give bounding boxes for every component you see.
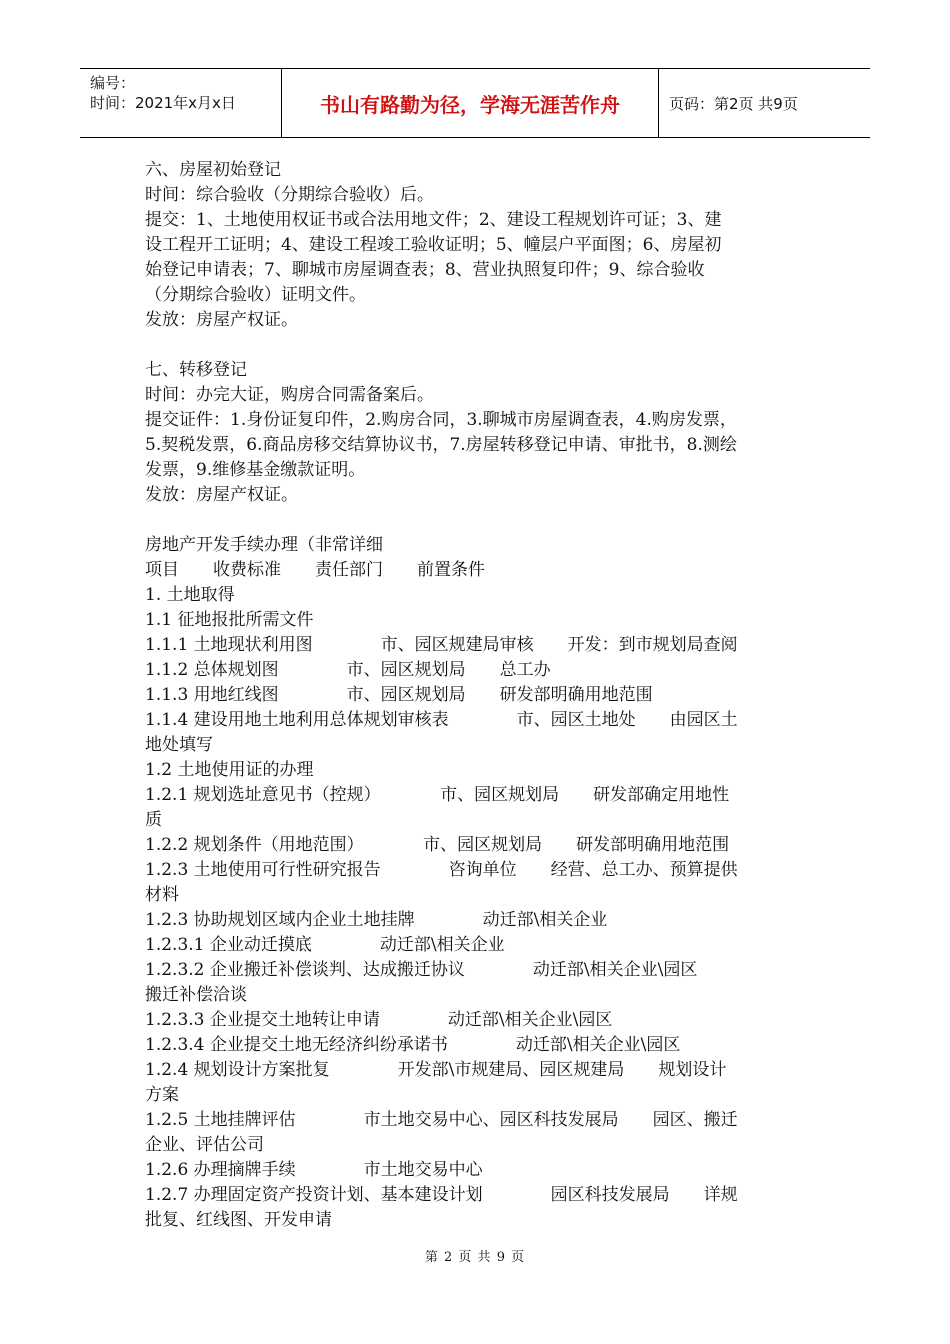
blank-line	[145, 508, 810, 533]
body-line: 1.2.4 规划设计方案批复 开发部\市规建局、园区规建局 规划设计	[145, 1060, 727, 1080]
header-page-info: 页码：第2页 共9页	[669, 94, 798, 113]
body-line: 批复、红线图、开发申请	[145, 1210, 332, 1230]
body-line: 1.1.2 总体规划图 市、园区规划局 总工办	[145, 660, 551, 680]
blank-line	[145, 333, 810, 358]
body-line: 房地产开发手续办理（非常详细	[145, 535, 383, 555]
body-line: 1.2.3.2 企业搬迁补偿谈判、达成搬迁协议 动迁部\相关企业\园区	[145, 960, 698, 980]
document-body	[145, 158, 810, 1233]
body-line: 发放：房屋产权证。	[145, 485, 298, 505]
body-line: 方案	[145, 1085, 179, 1105]
document-date: 时间：2021年x月x日	[90, 94, 236, 112]
body-line: （分期综合验收）证明文件。	[145, 285, 366, 305]
body-line: 1. 土地取得	[145, 585, 235, 605]
body-line: 时间：综合验收（分期综合验收）后。	[145, 185, 434, 205]
body-line: 1.2.1 规划选址意见书（控规） 市、园区规划局 研发部确定用地性	[145, 785, 730, 805]
body-line: 1.2.2 规划条件（用地范围） 市、园区规划局 研发部明确用地范围	[145, 835, 730, 855]
body-line: 1.2.7 办理固定资产投资计划、基本建设计划 园区科技发展局 详规	[145, 1185, 738, 1205]
body-line: 1.2.3.1 企业动迁摸底 动迁部\相关企业	[145, 935, 505, 955]
page-footer: 第 2 页 共 9 页	[424, 1250, 526, 1265]
body-line: 1.1.3 用地红线图 市、园区规划局 研发部明确用地范围	[145, 685, 653, 705]
header-meta	[80, 69, 282, 137]
document-header	[80, 68, 870, 138]
body-line: 七、转移登记	[145, 360, 247, 380]
body-line: 材料	[145, 885, 179, 905]
body-line: 地处填写	[145, 735, 213, 755]
body-line: 1.2.5 土地挂牌评估 市土地交易中心、园区科技发展局 园区、搬迁	[145, 1110, 738, 1130]
body-line: 搬迁补偿洽谈	[145, 985, 247, 1005]
body-line: 1.2.3 协助规划区域内企业土地挂牌 动迁部\相关企业	[145, 910, 608, 930]
body-line: 1.2 土地使用证的办理	[145, 760, 314, 780]
body-line: 5.契税发票，6.商品房移交结算协议书，7.房屋转移登记申请、审批书，8.测绘	[145, 435, 737, 455]
body-line: 始登记申请表；7、聊城市房屋调查表；8、营业执照复印件；9、综合验收	[145, 260, 705, 280]
body-line: 发放：房屋产权证。	[145, 310, 298, 330]
body-line: 1.2.3.4 企业提交土地无经济纠纷承诺书 动迁部\相关企业\园区	[145, 1035, 681, 1055]
body-line: 1.2.3 土地使用可行性研究报告 咨询单位 经营、总工办、预算提供	[145, 860, 738, 880]
body-line: 1.1.4 建设用地土地利用总体规划审核表 市、园区土地处 由园区土	[145, 710, 738, 730]
body-line: 设工程开工证明；4、建设工程竣工验收证明；5、幢层户平面图；6、房屋初	[145, 235, 722, 255]
body-line: 项目 收费标准 责任部门 前置条件	[145, 560, 485, 580]
body-line: 1.2.3.3 企业提交土地转让申请 动迁部\相关企业\园区	[145, 1010, 613, 1030]
body-line: 六、房屋初始登记	[145, 160, 281, 180]
body-line: 企业、评估公司	[145, 1135, 264, 1155]
body-line: 1.1 征地报批所需文件	[145, 610, 314, 630]
header-motto: 书山有路勤为径，学海无涯苦作舟	[282, 69, 659, 137]
body-line: 提交：1、土地使用权证书或合法用地文件；2、建设工程规划许可证；3、建	[145, 210, 722, 230]
document-number: 编号：	[90, 74, 136, 92]
body-line: 1.1.1 土地现状利用图 市、园区规建局审核 开发：到市规划局查阅	[145, 635, 738, 655]
body-line: 发票，9.维修基金缴款证明。	[145, 460, 366, 480]
body-line: 1.2.6 办理摘牌手续 市土地交易中心	[145, 1160, 483, 1180]
body-line: 时间：办完大证，购房合同需备案后。	[145, 385, 434, 405]
body-line: 提交证件：1.身份证复印件，2.购房合同，3.聊城市房屋调查表，4.购房发票，	[145, 410, 737, 430]
body-line: 质	[145, 810, 162, 830]
